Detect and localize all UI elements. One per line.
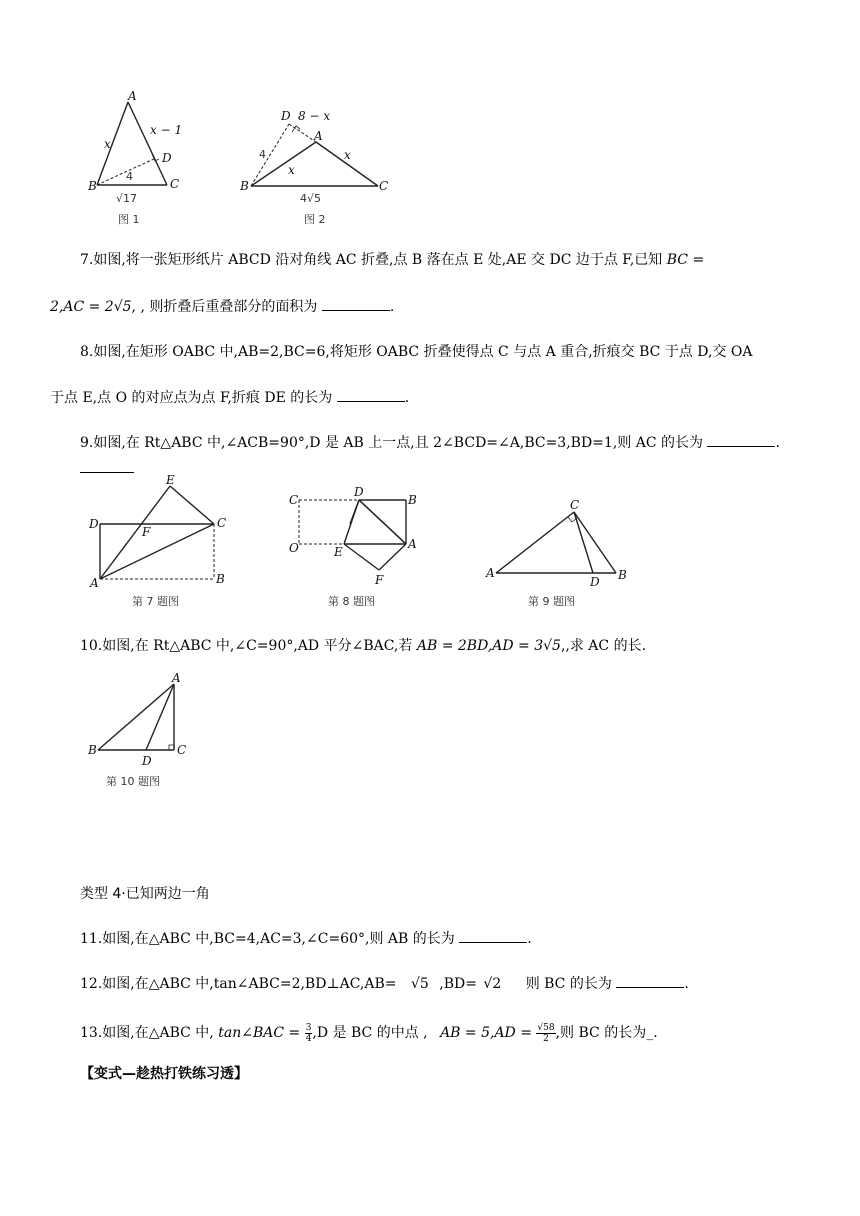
variant-heading: 【变式—趁热打铁练习透】 [80, 1066, 248, 1082]
section-heading-type-4: 类型 4·已知两边一角 [80, 886, 210, 902]
figure-7 [86, 474, 236, 618]
fraction-numerator: √58 [537, 1022, 555, 1033]
question-13-line [80, 1018, 658, 1048]
fig1-label-d: D [162, 151, 172, 165]
question-13-suffix: ,则 BC 的长为_. [555, 1025, 658, 1041]
fig1-label-x: x [104, 137, 111, 151]
question-12-tail: 则 BC 的长为 [525, 976, 612, 992]
fig10-label-a: A [172, 671, 181, 685]
question-13-mid: ,D 是 BC 的中点 , [312, 1025, 428, 1041]
fig7-label-f: F [142, 525, 151, 539]
fig7-label-a: A [90, 576, 99, 590]
question-12-bd-text: ,BD= [439, 976, 477, 992]
fig1-label-c: C [170, 177, 180, 191]
fig8-label-a: A [408, 537, 417, 551]
question-7-math-ac: 2,AC = 2√5 [50, 299, 132, 315]
question-11-line [80, 928, 532, 949]
question-11-end: . [527, 931, 532, 947]
fig8-label-b: B [408, 493, 417, 507]
fig8-caption: 第 8 题图 [328, 595, 375, 608]
fig2-label-a: A [314, 129, 323, 143]
fig7-caption: 第 7 题图 [132, 595, 179, 608]
fig2-label-4: 4 [259, 148, 266, 161]
figure-9 [484, 496, 634, 615]
figure-10-drawing [86, 671, 206, 794]
fig8-label-d: D [354, 485, 364, 499]
question-7-line-2 [50, 296, 394, 317]
fig1-caption: 图 1 [118, 213, 140, 226]
fig8-label-f: F [375, 573, 384, 587]
fig2-label-base: 4√5 [300, 192, 322, 205]
question-12-text: 12.如图,在△ABC 中,tan∠ABC=2,BD⊥AC,AB= [80, 976, 397, 992]
fig1-label-4: 4 [126, 170, 133, 183]
answer-blank-q11[interactable] [459, 928, 527, 943]
question-8-end: . [404, 390, 410, 406]
answer-blank-q9[interactable] [707, 432, 775, 447]
fig2-label-top: 8 − x [298, 109, 331, 123]
figure-2 [236, 110, 396, 234]
question-12-end: . [684, 976, 689, 992]
fig9-caption: 第 9 题图 [528, 595, 575, 608]
question-11-text: 11.如图,在△ABC 中,BC=4,AC=3,∠C=60°,则 AB 的长为 [80, 931, 455, 947]
fig7-label-e: E [166, 473, 175, 487]
figure-8-drawing [284, 484, 434, 614]
fig8-label-e: E [334, 545, 343, 559]
fig8-label-c: C [289, 493, 299, 507]
question-7-text-2: , , 则折叠后重叠部分的面积为 [131, 299, 318, 315]
question-8-text-2: 于点 E,点 O 的对应点为点 F,折痕 DE 的长为 [50, 390, 333, 406]
question-10-math: AB = 2BD,AD = 3√5 [416, 638, 561, 654]
question-8-line-1 [80, 342, 752, 362]
fig2-label-d: D [281, 109, 291, 123]
question-7-end: . [389, 299, 395, 315]
question-9-end: . [775, 435, 780, 451]
question-7-math-bc: BC = [666, 252, 705, 268]
fig9-label-c: C [570, 498, 580, 512]
fig10-label-d: D [142, 754, 152, 768]
question-12-ab-value: √5 [410, 976, 429, 992]
figure-1 [80, 90, 200, 234]
answer-blank-q12[interactable] [616, 973, 684, 988]
question-13-tan: tan∠BAC = [218, 1025, 301, 1041]
figure-8 [284, 484, 434, 618]
question-13-fraction-root58 [536, 1023, 555, 1044]
fig10-caption: 第 10 题图 [106, 775, 160, 788]
answer-blank-q8[interactable] [337, 387, 405, 402]
fig1-label-base: √17 [116, 192, 138, 205]
question-7-line-1 [80, 250, 704, 270]
fraction-numerator: 3 [305, 1022, 312, 1033]
answer-blank-q9-continuation[interactable] [80, 458, 134, 473]
fig2-label-c: C [379, 179, 389, 193]
figure-7-drawing [86, 474, 236, 614]
fig7-label-c: C [217, 516, 227, 530]
fig9-label-a: A [486, 566, 495, 580]
fig1-label-b: B [88, 179, 97, 193]
question-12-bd-value: √2 [483, 976, 502, 992]
fig10-label-c: C [177, 743, 187, 757]
fig8-label-o: O [289, 541, 299, 555]
question-8-text: 8.如图,在矩形 OABC 中,AB=2,BC=6,将矩形 OABC 折叠使得点 C 与点 A 重合,折痕交 BC 于点 D,交 OA [80, 344, 753, 360]
question-12-line [80, 973, 689, 994]
fig2-label-x2: x [288, 163, 295, 177]
figure-2-drawing [236, 110, 396, 230]
answer-blank-q7[interactable] [322, 296, 390, 311]
question-7-text: 7.如图,将一张矩形纸片 ABCD 沿对角线 AC 折叠,点 B 落在点 E 处,AE 交 DC 边于点 F,已知 [80, 252, 663, 268]
question-9-text: 9.如图,在 Rt△ABC 中,∠ACB=90°,D 是 AB 上一点,且 2∠BCD=∠A,BC=3,BD=1,则 AC 的长为 [80, 435, 703, 451]
fig1-label-x1: x − 1 [150, 123, 183, 137]
question-10-suffix: ,,求 AC 的长. [560, 638, 647, 654]
fig7-label-d: D [89, 517, 99, 531]
fig7-label-b: B [216, 572, 225, 586]
question-10-line [80, 636, 646, 656]
question-13-math-ab-ad: AB = 5,AD = [440, 1025, 532, 1041]
fig2-caption: 图 2 [304, 213, 326, 226]
fig2-label-x: x [344, 148, 351, 162]
question-13-text: 13.如图,在△ABC 中, [80, 1025, 214, 1041]
question-9-line-1 [80, 432, 780, 453]
figure-1-drawing [80, 90, 200, 230]
fig9-label-d: D [590, 575, 600, 589]
fraction-denominator: 4 [305, 1033, 312, 1044]
fig9-label-b: B [618, 568, 627, 582]
question-8-line-2 [50, 387, 409, 408]
question-10-text: 10.如图,在 Rt△ABC 中,∠C=90°,AD 平分∠BAC,若 [80, 638, 413, 654]
fig2-label-b: B [240, 179, 249, 193]
fraction-denominator: 2 [543, 1033, 549, 1044]
figure-9-drawing [484, 496, 634, 611]
figure-10 [86, 671, 206, 798]
fig1-label-a: A [128, 89, 137, 103]
fig10-label-b: B [88, 743, 97, 757]
